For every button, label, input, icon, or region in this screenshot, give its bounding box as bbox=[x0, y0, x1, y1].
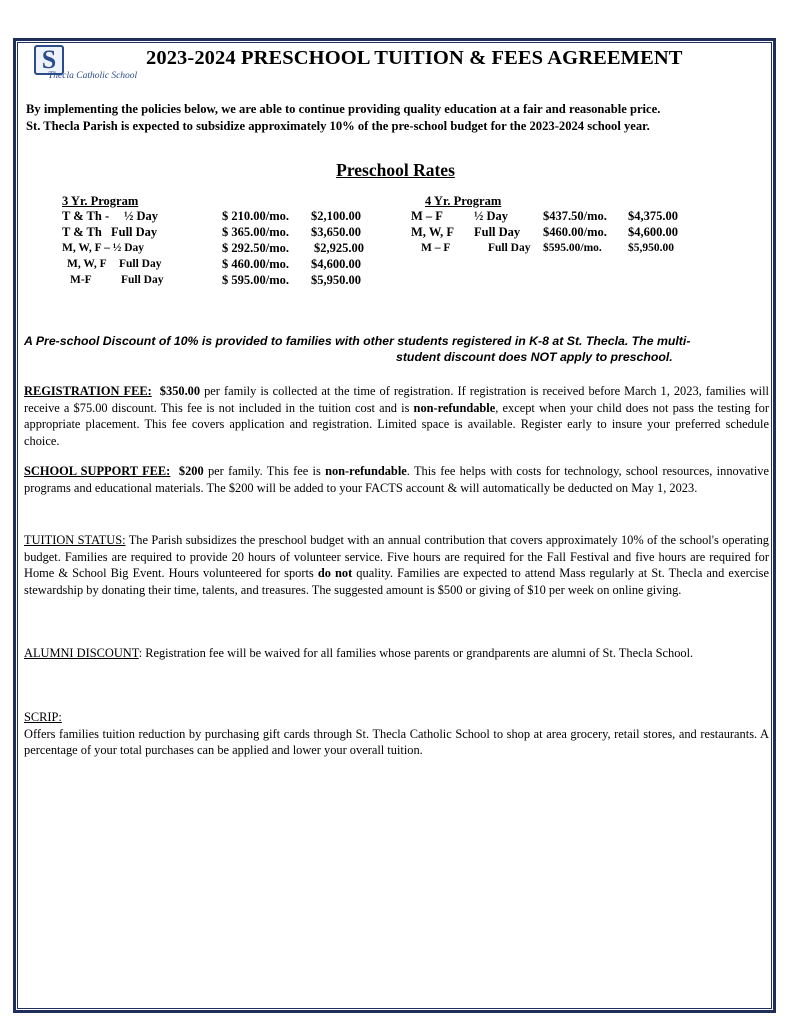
three-year-row-2-annual: $3,650.00 bbox=[311, 225, 361, 239]
registration-fee-text-1: per family is collected at the time of registration. If registration is received before March 1, 2023, families will receive a $75.00 discount. This fee is not included in the tuition cost and is bbox=[24, 384, 769, 415]
registration-fee-label: REGISTRATION FEE: bbox=[24, 384, 152, 398]
alumni-discount-section bbox=[24, 645, 769, 662]
school-support-fee-section bbox=[24, 463, 769, 496]
registration-fee-amount: $350.00 bbox=[159, 384, 201, 398]
scrip-label: SCRIP: bbox=[24, 710, 62, 724]
support-fee-text-1: per family. This fee is bbox=[203, 464, 326, 478]
intro-line-2: St. Thecla Parish is expected to subsidize approximately 10% of the pre-school budget for the 2023-2024 school year. bbox=[26, 119, 650, 133]
tuition-status-text-2: quality. Families are expected to attend Mass regularly at St. Thecla and exercise stewardship by donating their time, talents, and treasures. The suggested amount is $500 or giving of $10 per week on online giving. bbox=[24, 566, 769, 597]
four-year-row-2-monthly: $460.00/mo. bbox=[543, 225, 607, 239]
scrip-text: Offers families tuition reduction by purchasing gift cards through St. Thecla Catholic School to shop at area grocery, retail stores, and restaurants. A percentage of your total purchases can be applied and lower your overall tuition. bbox=[24, 726, 769, 758]
three-year-row-1-monthly: $ 210.00/mo. bbox=[222, 209, 290, 223]
three-year-row-4-schedule: Full Day bbox=[119, 258, 162, 270]
page-border-inner bbox=[17, 42, 772, 1009]
three-year-heading: 3 Yr. Program bbox=[62, 194, 139, 208]
three-year-row-5-monthly: $ 595.00/mo. bbox=[222, 273, 290, 287]
discount-line-1: A Pre-school Discount of 10% is provided to families with other students registered in K-8 at St. Thecla. The multi- bbox=[24, 334, 691, 348]
three-year-row-2-schedule: Full Day bbox=[111, 225, 158, 239]
tuition-status-section bbox=[24, 532, 769, 598]
three-year-row-5-annual: $5,950.00 bbox=[311, 273, 361, 287]
alumni-discount-label: ALUMNI DISCOUNT bbox=[24, 646, 139, 660]
multi-student-discount-notice bbox=[24, 333, 769, 365]
support-fee-amount: $200 bbox=[178, 464, 204, 478]
logo-text: Thecla Catholic School bbox=[48, 71, 138, 81]
four-year-row-3-days: M – F bbox=[421, 242, 451, 254]
page-title: 2023-2024 PRESCHOOL TUITION & FEES AGREEMENT bbox=[146, 47, 683, 69]
three-year-row-1-annual: $2,100.00 bbox=[311, 209, 361, 223]
four-year-row-3-schedule: Full Day bbox=[488, 242, 531, 254]
three-year-row-5-schedule: Full Day bbox=[121, 274, 164, 286]
tuition-status-text-1: The Parish subsidizes the preschool budget with an annual contribution that covers approximately 10% of the school's operating budget. Families are required to provide 20 hours of volunteer service. Five hours are required for the Fall Festival and five hours are required for Home & School Big Event. Hours volunteered for sports bbox=[24, 533, 769, 581]
three-year-row-4-annual: $4,600.00 bbox=[311, 257, 361, 271]
four-year-row-3-annual: $5,950.00 bbox=[628, 242, 674, 254]
four-year-row-1-schedule: ½ Day bbox=[474, 209, 509, 223]
three-year-row-3-annual: $2,925.00 bbox=[314, 241, 364, 255]
scrip-section bbox=[24, 709, 769, 759]
rates-heading bbox=[0, 160, 791, 181]
discount-line-2: student discount does NOT apply to preschool. bbox=[396, 350, 673, 364]
four-year-row-3-monthly: $595.00/mo. bbox=[543, 242, 602, 254]
three-year-row-2-monthly: $ 365.00/mo. bbox=[222, 225, 290, 239]
tuition-status-label: TUITION STATUS: bbox=[24, 533, 126, 547]
intro-line-1: By implementing the policies below, we are able to continue providing quality education at a fair and reasonable price. bbox=[26, 102, 661, 116]
support-fee-bold: non-refundable bbox=[325, 464, 407, 478]
rates-heading-text: Preschool Rates bbox=[336, 160, 455, 180]
four-year-row-2-annual: $4,600.00 bbox=[628, 225, 678, 239]
three-year-row-3-days: M, W, F – ½ Day bbox=[62, 242, 144, 254]
registration-fee-bold: non-refundable bbox=[413, 400, 496, 415]
three-year-row-3-monthly: $ 292.50/mo. bbox=[222, 241, 290, 255]
three-year-row-4-days: M, W, F bbox=[67, 258, 107, 270]
four-year-row-1-days: M – F bbox=[411, 209, 443, 223]
three-year-row-1-days: T & Th - bbox=[62, 209, 110, 223]
support-fee-label: SCHOOL SUPPORT FEE: bbox=[24, 464, 171, 478]
tuition-status-bold: do not bbox=[317, 566, 353, 581]
four-year-row-2-schedule: Full Day bbox=[474, 225, 521, 239]
alumni-discount-text: : Registration fee will be waived for all families whose parents or grandparents are alumni of St. Thecla School. bbox=[138, 646, 694, 660]
four-year-heading: 4 Yr. Program bbox=[425, 194, 502, 208]
four-year-row-1-monthly: $437.50/mo. bbox=[543, 209, 607, 223]
four-year-row-1-annual: $4,375.00 bbox=[628, 209, 678, 223]
three-year-row-5-days: M-F bbox=[70, 274, 92, 286]
logo-letter: S bbox=[34, 45, 64, 75]
registration-fee-section bbox=[24, 383, 769, 449]
intro-paragraph bbox=[26, 101, 771, 135]
support-fee-text-2: . This fee helps with costs for technology, school resources, innovative programs and educational materials. The $200 will be added to your FACTS account & will automatically be deducted on May 1, 2023. bbox=[24, 464, 769, 495]
three-year-row-4-monthly: $ 460.00/mo. bbox=[222, 257, 290, 271]
school-logo bbox=[30, 45, 142, 85]
four-year-row-2-days: M, W, F bbox=[411, 225, 455, 239]
three-year-row-1-schedule: ½ Day bbox=[124, 209, 159, 223]
three-year-row-2-days: T & Th bbox=[62, 225, 102, 239]
registration-fee-text-2: , except when your child does not pass the testing for appropriate placement. This fee covers application and registration. Limited space is available. Register early to insure your preferred schedule choice. bbox=[24, 400, 769, 448]
